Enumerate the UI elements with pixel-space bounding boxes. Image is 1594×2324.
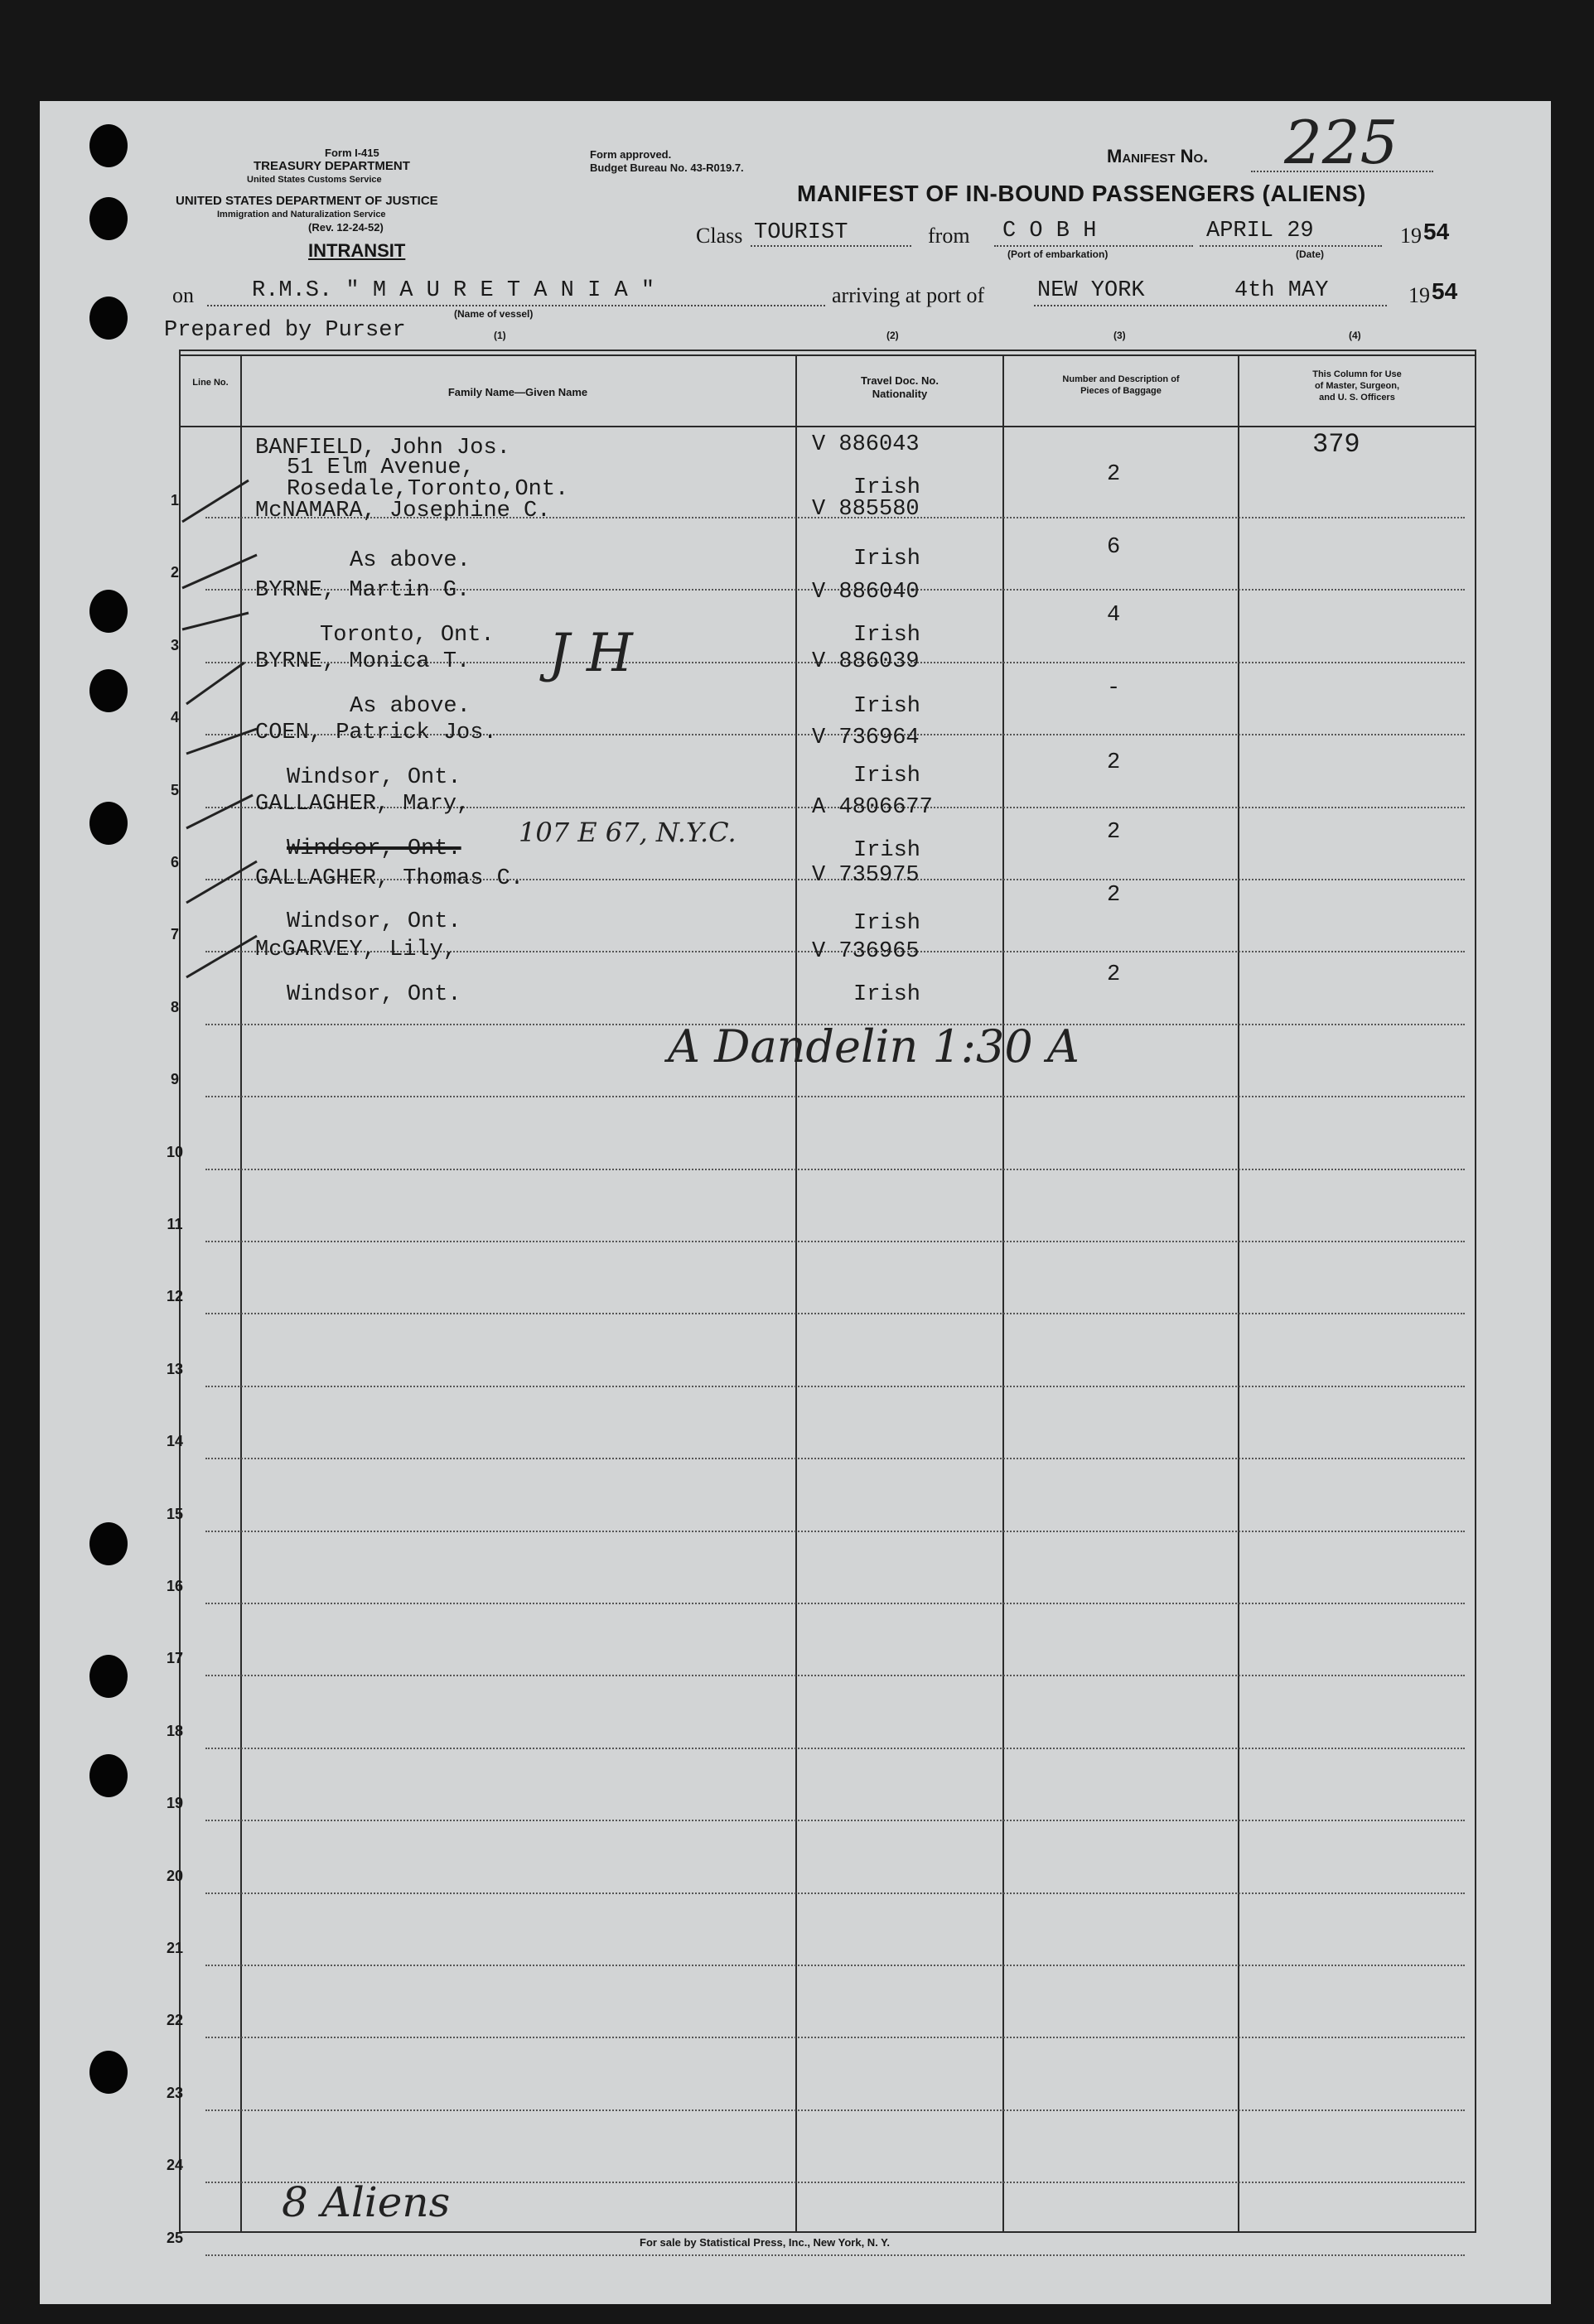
table-top-border <box>179 350 1476 351</box>
line-number: 22 <box>166 2012 184 2029</box>
line-number: 7 <box>170 926 179 943</box>
nationality: Irish <box>853 764 921 788</box>
line-number: 18 <box>166 1722 184 1739</box>
row-line <box>205 2037 1465 2038</box>
year-prefix: 19 <box>1400 224 1422 248</box>
punch-hole <box>89 590 128 633</box>
baggage-count: 6 <box>1107 535 1121 560</box>
vessel-caption: (Name of vessel) <box>454 308 534 320</box>
year-value-2: 54 <box>1432 278 1458 304</box>
passenger-address: Toronto, Ont. <box>320 623 495 648</box>
row-line <box>205 2109 1465 2111</box>
punch-hole <box>89 669 128 712</box>
row-line <box>205 1748 1465 1749</box>
justice-dept: UNITED STATES DEPARTMENT OF JUSTICE <box>176 194 438 208</box>
passenger-name: BANFIELD, John Jos. <box>255 436 510 460</box>
col-num-2: (2) <box>886 330 899 341</box>
passenger-address: Windsor, Ont. <box>287 765 461 790</box>
line-number: 20 <box>166 1867 184 1884</box>
arriving-label: arriving at port of <box>832 283 985 307</box>
line-number: 15 <box>166 1505 184 1522</box>
punch-hole <box>89 1754 128 1797</box>
customs-service: United States Customs Service <box>247 175 382 185</box>
baggage-count: 2 <box>1107 462 1121 487</box>
header-officers-1: This Column for Use <box>1312 369 1402 379</box>
printer-footer: For sale by Statistical Press, Inc., New York, N. Y. <box>640 2236 891 2249</box>
travel-doc-no: V 736965 <box>812 939 920 964</box>
officer-mark: 379 <box>1312 429 1360 460</box>
passenger-name: GALLAGHER, Thomas C. <box>255 866 524 891</box>
travel-doc-no: V 735975 <box>812 863 920 888</box>
row-line <box>205 1096 1465 1097</box>
travel-doc-no: V 736964 <box>812 726 920 750</box>
nationality: Irish <box>853 911 921 936</box>
col-divider-baggage <box>1238 354 1239 2231</box>
row-line <box>205 1531 1465 1532</box>
header-line-no: Line No. <box>192 378 229 388</box>
handwritten-initials: J H <box>548 623 633 684</box>
line-number: 25 <box>166 2229 184 2246</box>
departure-date: APRIL 29 <box>1206 219 1314 243</box>
nationality: Irish <box>853 982 921 1007</box>
row-line <box>205 1603 1465 1604</box>
on-label: on <box>172 283 194 307</box>
class-label: Class <box>696 224 743 248</box>
line-number: 23 <box>166 2084 184 2101</box>
travel-doc-no: V 885580 <box>812 497 920 522</box>
baggage-count: - <box>1107 676 1121 701</box>
row-line <box>205 1675 1465 1676</box>
header-name: Family Name—Given Name <box>447 386 588 398</box>
line-number: 13 <box>166 1360 184 1377</box>
intransit-label: INTRANSIT <box>308 240 406 261</box>
port-of-embarkation: C O B H <box>1002 219 1097 243</box>
baggage-count: 4 <box>1107 603 1121 628</box>
passenger-name: GALLAGHER, Mary, <box>255 792 471 817</box>
passenger-name: McGARVEY, Lily, <box>255 938 457 962</box>
nationality: Irish <box>853 838 921 863</box>
line-number: 1 <box>170 492 179 509</box>
port-caption: (Port of embarkation) <box>1007 248 1109 260</box>
col-divider-doc <box>1002 354 1004 2231</box>
arrival-date: 4th MAY <box>1234 278 1329 303</box>
prepared-by: Prepared by Purser <box>164 318 406 343</box>
line-number: 14 <box>166 1433 184 1450</box>
treasury-dept: TREASURY DEPARTMENT <box>254 159 410 173</box>
line-number: 21 <box>166 1940 184 1956</box>
vessel-line <box>207 305 825 306</box>
line-number: 16 <box>166 1578 184 1594</box>
row-line <box>205 1458 1465 1459</box>
check-marks <box>166 464 298 1044</box>
travel-doc-no: V 886039 <box>812 649 920 674</box>
row-line <box>205 1892 1465 1894</box>
row-line <box>205 1386 1465 1387</box>
immigration-service: Immigration and Naturalization Service <box>217 210 386 219</box>
arrival-line <box>1034 305 1387 306</box>
punch-hole <box>89 1522 128 1565</box>
budget-bureau: Budget Bureau No. 43-R019.7. <box>590 162 744 174</box>
passenger-name: McNAMARA, Josephine C. <box>255 499 551 523</box>
line-number: 6 <box>170 854 179 870</box>
row-line <box>205 1313 1465 1314</box>
header-bottom-border <box>179 426 1476 427</box>
passenger-address: Windsor, Ont. <box>287 909 461 934</box>
nationality: Irish <box>853 623 921 648</box>
line-number: 10 <box>166 1143 184 1160</box>
passenger-name: BYRNE, Monica T. <box>255 649 471 674</box>
passenger-name: BYRNE, Martin G. <box>255 578 471 603</box>
class-line <box>751 245 911 247</box>
punch-hole <box>89 297 128 340</box>
nationality: Irish <box>853 475 921 500</box>
passenger-address: Windsor, Ont. <box>287 982 461 1007</box>
form-approved: Form approved. <box>590 148 672 161</box>
vessel-name: R.M.S. " M A U R E T A N I A " <box>252 278 655 303</box>
handwritten-signature: A Dandelin 1:30 A <box>668 1020 1080 1073</box>
col-num-4: (4) <box>1349 330 1361 341</box>
line-number: 17 <box>166 1650 184 1667</box>
line-number: 24 <box>166 2157 184 2174</box>
table-bottom-border <box>179 2231 1476 2233</box>
date-line <box>1200 245 1382 247</box>
row-line <box>205 2254 1465 2256</box>
punch-hole <box>89 197 128 240</box>
passenger-address-struck: Windsor, Ont. <box>287 837 461 861</box>
row-line <box>205 1820 1465 1821</box>
line-number: 2 <box>170 564 179 581</box>
col-divider-name <box>795 354 797 2231</box>
punch-hole <box>89 1655 128 1698</box>
header-travel-doc: Travel Doc. No. <box>861 374 939 387</box>
class-value: TOURIST <box>754 220 848 245</box>
year-value: 54 <box>1423 219 1450 244</box>
baggage-count: 2 <box>1107 883 1121 908</box>
line-number: 12 <box>166 1288 184 1305</box>
travel-doc-no: A 4806677 <box>812 795 933 820</box>
row-line <box>205 1241 1465 1242</box>
col-num-1: (1) <box>494 330 506 341</box>
from-label: from <box>928 224 970 248</box>
baggage-count: 2 <box>1107 962 1121 987</box>
travel-doc-no: V 886043 <box>812 432 920 457</box>
manifest-number: 225 <box>1284 108 1398 177</box>
header-baggage-2: Pieces of Baggage <box>1080 386 1162 396</box>
nationality: Irish <box>853 694 921 719</box>
punch-hole <box>89 802 128 845</box>
manifest-no-label: Manifest No. <box>1107 146 1209 166</box>
line-number: 8 <box>170 998 179 1015</box>
line-number: 9 <box>170 1071 179 1088</box>
form-number: Form I-415 <box>325 147 379 159</box>
line-number: 11 <box>167 1216 183 1232</box>
line-number: 4 <box>170 709 179 726</box>
year-prefix-2: 19 <box>1408 283 1430 307</box>
nationality: Irish <box>853 547 921 571</box>
passenger-address: As above. <box>350 548 471 573</box>
table-right-border <box>1475 350 1476 2233</box>
line-number: 19 <box>166 1795 184 1812</box>
header-baggage-1: Number and Description of <box>1062 374 1180 384</box>
passenger-address: Rosedale,Toronto,Ont. <box>287 477 569 502</box>
line-number: 3 <box>170 636 179 653</box>
punch-hole <box>89 2051 128 2094</box>
handwritten-address: 107 E 67, N.Y.C. <box>519 817 737 848</box>
table-top-border-inner <box>179 354 1476 356</box>
port-line <box>994 245 1193 247</box>
row-line <box>205 1169 1465 1170</box>
arrival-port: NEW YORK <box>1037 278 1145 303</box>
punch-hole <box>89 124 128 167</box>
travel-doc-no: V 886040 <box>812 580 920 605</box>
row-line <box>205 1965 1465 1966</box>
manifest-title: MANIFEST OF IN-BOUND PASSENGERS (ALIENS) <box>797 181 1366 206</box>
passenger-address: 51 Elm Avenue, <box>287 456 475 480</box>
header-nationality: Nationality <box>872 388 928 400</box>
handwritten-total: 8 Aliens <box>282 2178 451 2226</box>
baggage-count: 2 <box>1107 820 1121 845</box>
header-officers-2: of Master, Surgeon, <box>1314 381 1400 391</box>
passenger-address: As above. <box>350 694 471 719</box>
passenger-name: COEN, Patrick Jos. <box>255 721 497 745</box>
header-officers-3: and U. S. Officers <box>1319 393 1395 403</box>
baggage-count: 2 <box>1107 750 1121 775</box>
col-num-3: (3) <box>1113 330 1126 341</box>
date-caption: (Date) <box>1296 248 1325 260</box>
form-revision: (Rev. 12-24-52) <box>308 221 384 234</box>
line-number: 5 <box>170 781 179 798</box>
